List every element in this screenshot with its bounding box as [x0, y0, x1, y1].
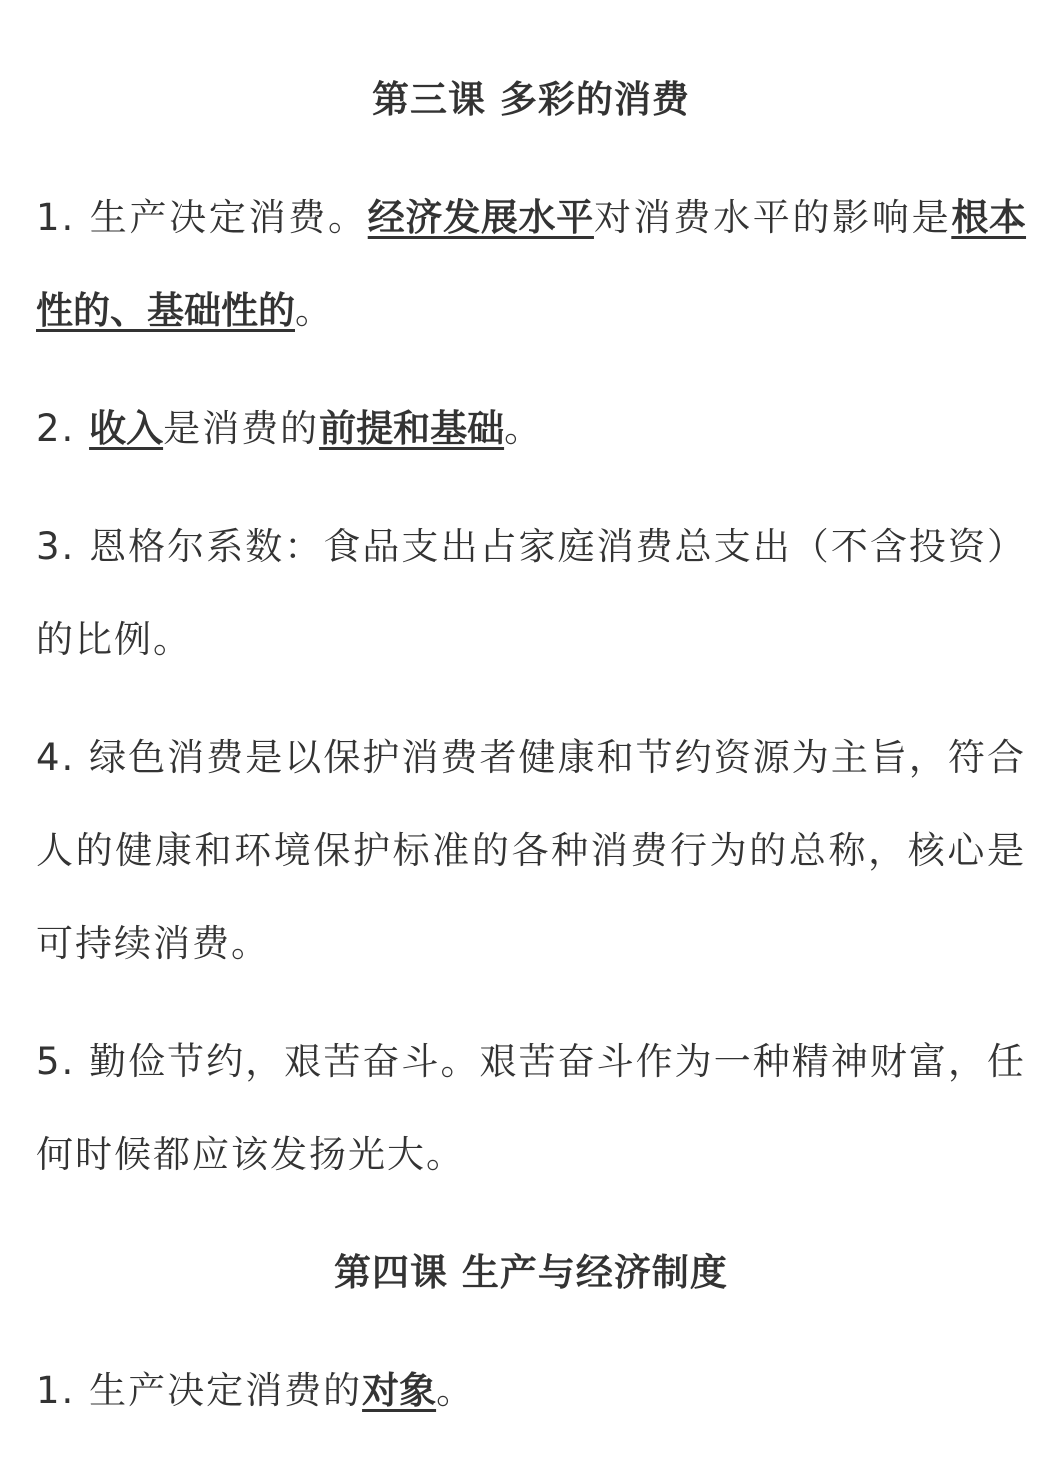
text: 是消费的 — [163, 407, 320, 450]
lesson-3-point-4: 4. 绿色消费是以保护消费者健康和节约资源为主旨，符合人的健康和环境保护标准的各种消费行为的总称，核心是可持续消费。 — [36, 736, 1026, 965]
lesson-3-point-2 — [36, 382, 1026, 475]
key-term: 收入 — [89, 407, 164, 450]
key-term: 根本性的、基础性的 — [36, 196, 1027, 332]
lesson-3-point-1 — [36, 171, 1026, 357]
text: 。 — [436, 1369, 476, 1412]
document-page — [36, 53, 1026, 1462]
lesson-3-point-5: 5. 勤俭节约，艰苦奋斗。艰苦奋斗作为一种精神财富，任何时候都应该发扬光大。 — [36, 1040, 1026, 1176]
text: 。 — [504, 407, 544, 450]
key-term: 对象 — [362, 1369, 437, 1412]
lesson-3-heading: 第三课 多彩的消费 — [372, 78, 690, 121]
text: 1. 生产决定消费的 — [36, 1369, 363, 1412]
text: 1. 生产决定消费。 — [36, 196, 368, 239]
lesson-4-heading: 第四课 生产与经济制度 — [334, 1251, 728, 1294]
key-term: 经济发展水平 — [367, 196, 594, 239]
text: 对消费水平的影响是 — [593, 196, 952, 239]
key-term: 前提和基础 — [319, 407, 505, 450]
lesson-3-point-3: 3. 恩格尔系数：食品支出占家庭消费总支出（不含投资）的比例。 — [36, 525, 1026, 661]
text: 。 — [295, 289, 334, 332]
lesson-4-point-1 — [36, 1344, 1026, 1437]
text: 2. — [36, 407, 90, 450]
